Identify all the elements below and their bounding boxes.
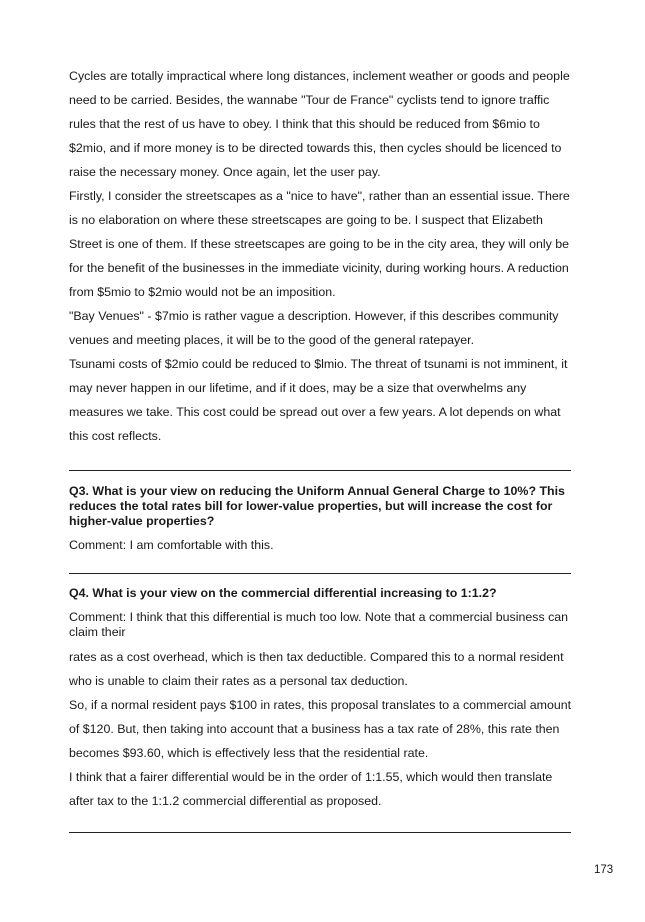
paragraph-streetscapes: Firstly, I consider the streetscapes as a "nice to have", rather than an essential issue. There is no elaboration on where these streetscapes are going to be. I suspect that Elizabeth Street is one of them. If these streetscapes are going to be in the city area, they will only be for the benefit of the businesses in the immediate vicinity, during working hours. A reduction from $5mio to $2mio would not be an imposition. [69,189,570,299]
paragraph-tsunami: Tsunami costs of $2mio could be reduced to $lmio. The threat of tsunami is not imminent, it may never happen in our lifetime, and if it does, may be a size that overwhelms any measures we take. This cost could be spread out over a few years. A lot depends on what this cost reflects. [69,357,568,443]
intro-text [69,64,574,448]
q4-line-4: of $120. But, then taking into account that a business has a tax rate of 28%, this rate then [69,722,560,736]
divider-3 [69,832,571,833]
q4-line-2: who is unable to claim their rates as a personal tax deduction. [69,674,408,688]
q4-line-5: becomes $93.60, which is effectively less that the residential rate. [69,746,429,760]
q4-line-7: after tax to the 1:1.2 commercial differential as proposed. [69,794,382,808]
divider-1 [69,470,571,471]
q3-question: Q3. What is your view on reducing the Uniform Annual General Charge to 10%? This reduces the total rates bill for lower-value properties, but will increase the cost for higher-value properties? [69,484,565,528]
q4-comment: Comment: I think that this differential is much too low. Note that a commercial business can claim their [69,610,569,639]
q4-question: Q4. What is your view on the commercial differential increasing to 1:1.2? [69,586,497,600]
q4-line-6: I think that a fairer differential would be in the order of 1:1.55, which would then translate [69,770,553,784]
paragraph-cycles: Cycles are totally impractical where long distances, inclement weather or goods and people need to be carried. Besides, the wannabe "Tour de France" cyclists tend to ignore traffic rules that the rest of us have to obey. I think that this should be reduced from $6mio to $2mio, and if more money is to be directed towards this, then cycles should be licenced to raise the necessary money. Once again, let the user pay. [69,69,570,179]
page-number: 173 [594,864,614,876]
q3-comment: Comment: I am comfortable with this. [69,538,274,552]
paragraph-bay-venues: "Bay Venues" - $7mio is rather vague a description. However, if this describes community venues and meeting places, it will be to the good of the general ratepayer. [69,309,559,347]
q4-line-3: So, if a normal resident pays $100 in rates, this proposal translates to a commercial amount [69,698,572,712]
q4-line-1: rates as a cost overhead, which is then tax deductible. Compared this to a normal resident [69,650,564,664]
divider-2 [69,573,571,574]
